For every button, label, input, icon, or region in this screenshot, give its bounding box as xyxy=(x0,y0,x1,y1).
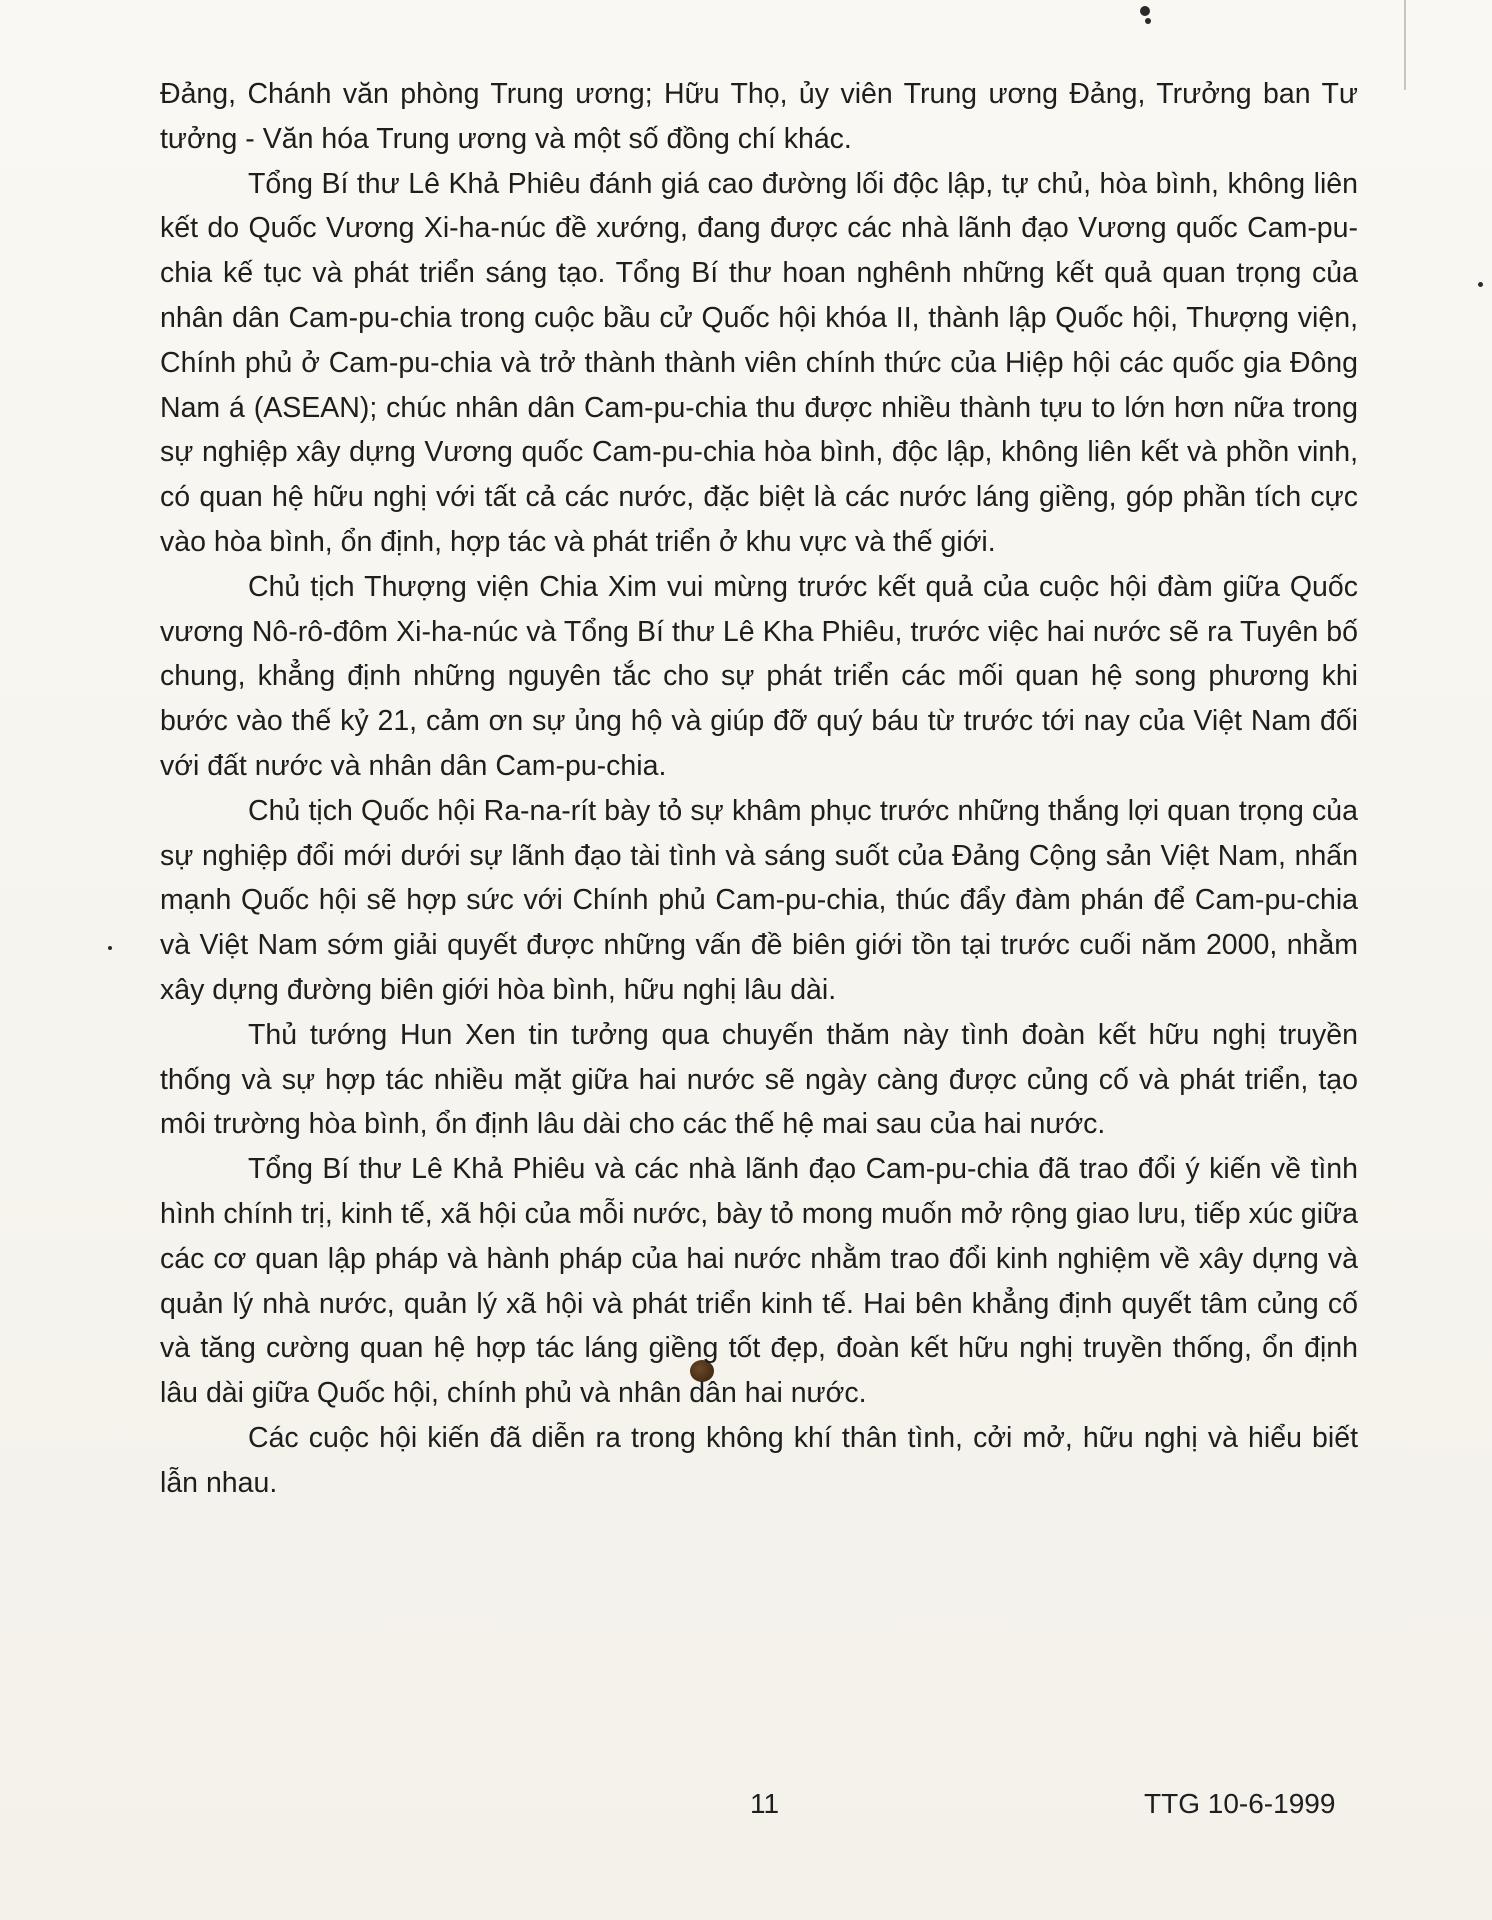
ink-speck xyxy=(1145,18,1151,24)
paragraph-continuation: Đảng, Chánh văn phòng Trung ương; Hữu Thọ, ủy viên Trung ương Đảng, Trưởng ban Tư tưởng - Văn hóa Trung ương và một số đồng chí khác. xyxy=(160,78,1358,155)
paragraph-closing: Các cuộc hội kiến đã diễn ra trong không khí thân tình, cởi mở, hữu nghị và hiểu biết lẫn nhau. xyxy=(160,1421,1358,1499)
ink-speck xyxy=(1140,6,1150,16)
paragraph-exchange-of-views: Tổng Bí thư Lê Khả Phiêu và các nhà lãnh đạo Cam-pu-chia đã trao đổi ý kiến về tình hình chính trị, kinh tế, xã hội của mỗi nước, bày tỏ mong muốn mở rộng giao lưu, tiếp xúc giữa các cơ quan lập pháp và hành pháp của hai nước nhằm trao đổi kinh nghiệm về xây dựng và quản lý nhà nước, quản lý xã hội và phát triển kinh tế. Hai bên khẳng định quyết tâm củng cố và tăng cường quan hệ hợp tác láng giềng tốt đẹp, đoàn kết hữu nghị truyền thống, ổn định lâu dài giữa Quốc hội, chính phủ và nhân dân hai nước. xyxy=(160,1153,1358,1410)
page-number: 11 xyxy=(750,1788,780,1819)
ink-speck xyxy=(1478,282,1483,287)
paragraph-general-secretary-remarks: Tổng Bí thư Lê Khả Phiêu đánh giá cao đường lối độc lập, tự chủ, hòa bình, không liên kết do Quốc Vương Xi-ha-núc đề xướng, đang được các nhà lãnh đạo Vương quốc Cam-pu-chia kế tục và phát triển sáng tạo. Tổng Bí thư hoan nghênh những kết quả quan trọng của nhân dân Cam-pu-chia trong cuộc bầu cử Quốc hội khóa II, thành lập Quốc hội, Thượng viện, Chính phủ ở Cam-pu-chia và trở thành thành viên chính thức của Hiệp hội các quốc gia Đông Nam á (ASEAN); chúc nhân dân Cam-pu-chia thu được nhiều thành tựu to lớn hơn nữa trong sự nghiệp xây dựng Vương quốc Cam-pu-chia hòa bình, độc lập, không liên kết và phồn vinh, có quan hệ hữu nghị với tất cả các nước, đặc biệt là các nước láng giềng, góp phần tích cực vào hòa bình, ổn định, hợp tác và phát triển ở khu vực và thế giới. xyxy=(160,167,1358,558)
paragraph-national-assembly-president-remarks: Chủ tịch Quốc hội Ra-na-rít bày tỏ sự khâm phục trước những thắng lợi quan trọng của sự nghiệp đổi mới dưới sự lãnh đạo tài tình và sáng suốt của Đảng Cộng sản Việt Nam, nhấn mạnh Quốc hội sẽ hợp sức với Chính phủ Cam-pu-chia, thúc đẩy đàm phán để Cam-pu-chia và Việt Nam sớm giải quyết được những vấn đề biên giới tồn tại trước cuối năm 2000, nhằm xây dựng đường biên giới hòa bình, hữu nghị lâu dài. xyxy=(160,794,1358,1006)
page-edge-mark xyxy=(1404,0,1406,90)
paragraph-senate-president-remarks: Chủ tịch Thượng viện Chia Xim vui mừng trước kết quả của cuộc hội đàm giữa Quốc vương Nô-rô-đôm Xi-ha-núc và Tổng Bí thư Lê Kha Phiêu, trước việc hai nước sẽ ra Tuyên bố chung, khẳng định những nguyên tắc cho sự phát triển các mối quan hệ song phương khi bước vào thế kỷ 21, cảm ơn sự ủng hộ và giúp đỡ quý báu từ trước tới nay của Việt Nam đối với đất nước và nhân dân Cam-pu-chia. xyxy=(160,570,1358,782)
page-footer xyxy=(0,1788,1492,1828)
ink-speck xyxy=(108,946,112,950)
paragraph-prime-minister-remarks: Thủ tướng Hun Xen tin tưởng qua chuyến thăm này tình đoàn kết hữu nghị truyền thống và sự hợp tác nhiều mặt giữa hai nước sẽ ngày càng được củng cố và phát triển, tạo môi trường hòa bình, ổn định lâu dài cho các thế hệ mai sau của hai nước. xyxy=(160,1018,1358,1141)
document-reference: TTG 10-6-1999 xyxy=(1144,1788,1336,1819)
document-body xyxy=(160,72,1358,1506)
